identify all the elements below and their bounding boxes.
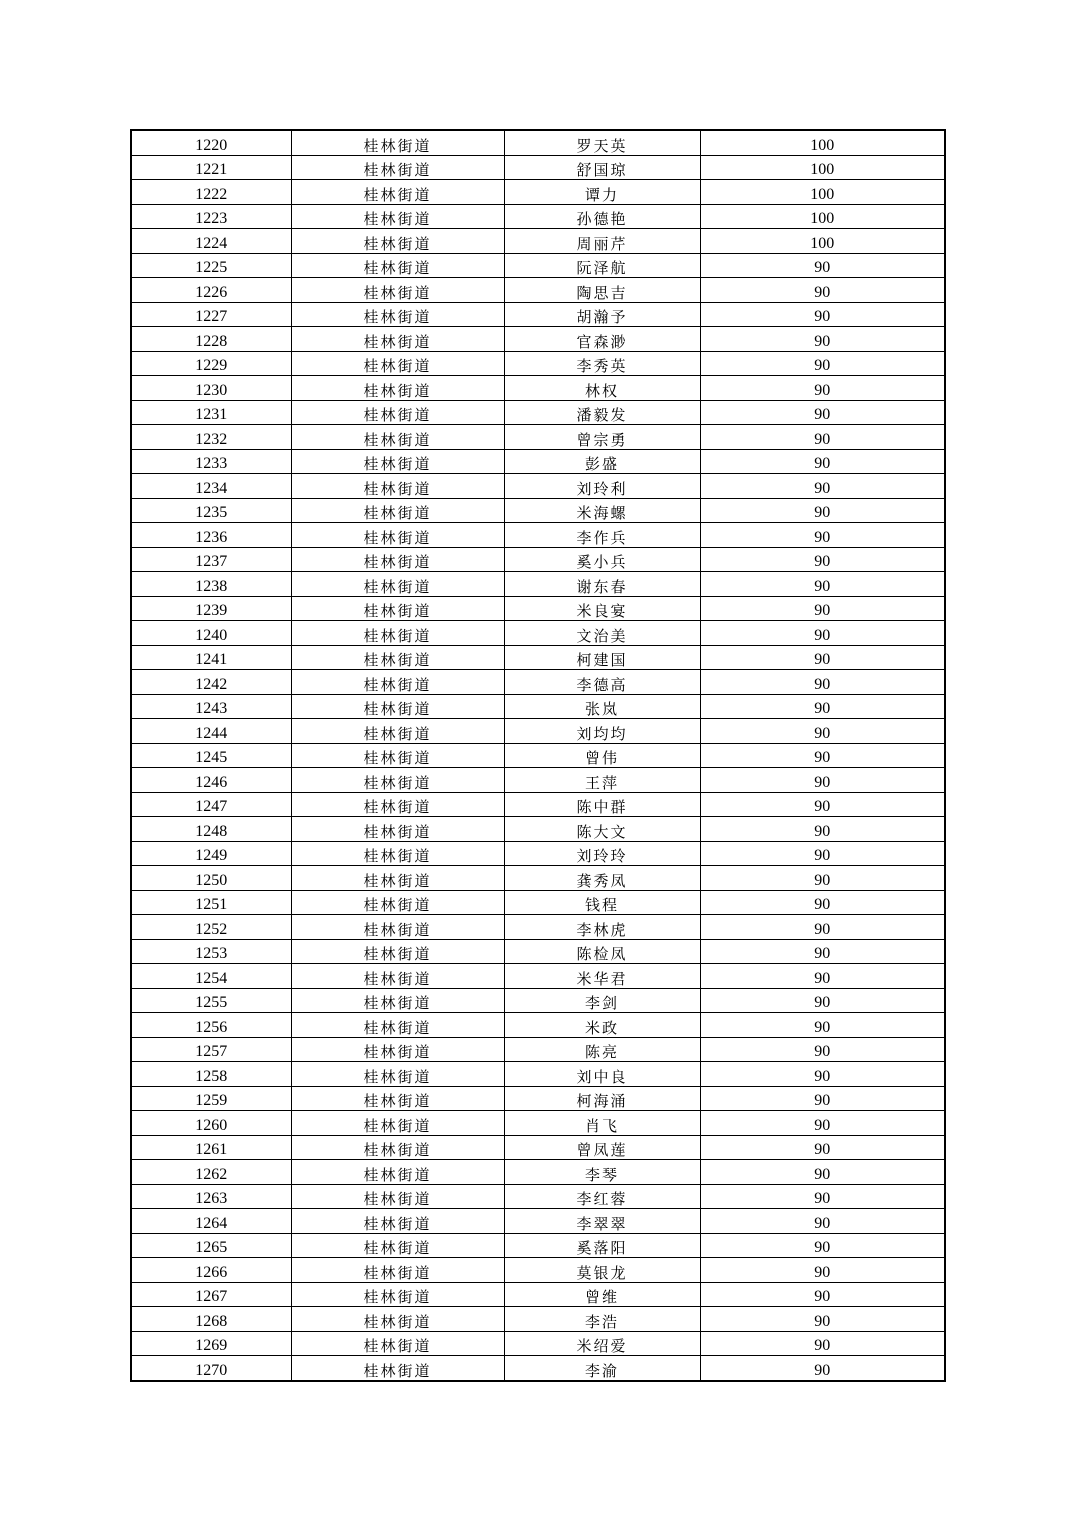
score-cell: 90 xyxy=(700,1062,945,1087)
district-cell: 桂林街道 xyxy=(291,1160,504,1185)
table-row xyxy=(131,229,945,254)
name-cell: 柯建国 xyxy=(504,645,700,670)
name-cell: 莫银龙 xyxy=(504,1258,700,1283)
score-cell: 90 xyxy=(700,523,945,548)
row-number-cell: 1225 xyxy=(131,253,291,278)
row-number-cell: 1243 xyxy=(131,694,291,719)
score-cell: 90 xyxy=(700,425,945,450)
row-number-cell: 1255 xyxy=(131,988,291,1013)
table-row xyxy=(131,866,945,891)
table-row xyxy=(131,327,945,352)
district-cell: 桂林街道 xyxy=(291,719,504,744)
score-cell: 90 xyxy=(700,547,945,572)
name-cell: 李红蓉 xyxy=(504,1184,700,1209)
district-cell: 桂林街道 xyxy=(291,327,504,352)
name-cell: 曾维 xyxy=(504,1282,700,1307)
table-row xyxy=(131,155,945,180)
district-cell: 桂林街道 xyxy=(291,204,504,229)
district-cell: 桂林街道 xyxy=(291,939,504,964)
score-cell: 100 xyxy=(700,155,945,180)
table-row xyxy=(131,1209,945,1234)
table-row xyxy=(131,596,945,621)
district-cell: 桂林街道 xyxy=(291,1282,504,1307)
name-cell: 曾伟 xyxy=(504,743,700,768)
row-number-cell: 1253 xyxy=(131,939,291,964)
table-row xyxy=(131,1184,945,1209)
table-body xyxy=(131,130,945,1381)
row-number-cell: 1227 xyxy=(131,302,291,327)
name-cell: 林权 xyxy=(504,376,700,401)
district-cell: 桂林街道 xyxy=(291,547,504,572)
score-cell: 90 xyxy=(700,1135,945,1160)
table-row xyxy=(131,792,945,817)
score-cell: 90 xyxy=(700,890,945,915)
table-row xyxy=(131,645,945,670)
table-row xyxy=(131,1111,945,1136)
district-cell: 桂林街道 xyxy=(291,130,504,155)
table-row xyxy=(131,449,945,474)
table-row xyxy=(131,400,945,425)
score-cell: 90 xyxy=(700,792,945,817)
name-cell: 罗天英 xyxy=(504,130,700,155)
row-number-cell: 1270 xyxy=(131,1356,291,1381)
district-cell: 桂林街道 xyxy=(291,572,504,597)
table-row xyxy=(131,768,945,793)
score-cell: 90 xyxy=(700,988,945,1013)
score-cell: 90 xyxy=(700,964,945,989)
row-number-cell: 1258 xyxy=(131,1062,291,1087)
row-number-cell: 1251 xyxy=(131,890,291,915)
name-cell: 米海螺 xyxy=(504,498,700,523)
table-row xyxy=(131,621,945,646)
score-cell: 90 xyxy=(700,1233,945,1258)
name-cell: 陈中群 xyxy=(504,792,700,817)
row-number-cell: 1247 xyxy=(131,792,291,817)
score-cell: 90 xyxy=(700,376,945,401)
district-cell: 桂林街道 xyxy=(291,890,504,915)
district-cell: 桂林街道 xyxy=(291,1062,504,1087)
name-cell: 陶思吉 xyxy=(504,278,700,303)
district-cell: 桂林街道 xyxy=(291,645,504,670)
score-cell: 90 xyxy=(700,1209,945,1234)
row-number-cell: 1222 xyxy=(131,180,291,205)
row-number-cell: 1249 xyxy=(131,841,291,866)
row-number-cell: 1235 xyxy=(131,498,291,523)
score-cell: 90 xyxy=(700,1111,945,1136)
score-cell: 90 xyxy=(700,351,945,376)
score-cell: 90 xyxy=(700,694,945,719)
district-cell: 桂林街道 xyxy=(291,1307,504,1332)
district-cell: 桂林街道 xyxy=(291,1209,504,1234)
name-cell: 奚小兵 xyxy=(504,547,700,572)
table-row xyxy=(131,351,945,376)
row-number-cell: 1254 xyxy=(131,964,291,989)
score-cell: 90 xyxy=(700,1086,945,1111)
table-row xyxy=(131,572,945,597)
table-row xyxy=(131,302,945,327)
table-row xyxy=(131,253,945,278)
table-row xyxy=(131,939,945,964)
name-cell: 胡瀚予 xyxy=(504,302,700,327)
table-row xyxy=(131,1233,945,1258)
name-cell: 彭盛 xyxy=(504,449,700,474)
table-row xyxy=(131,425,945,450)
district-cell: 桂林街道 xyxy=(291,792,504,817)
district-cell: 桂林街道 xyxy=(291,1331,504,1356)
district-cell: 桂林街道 xyxy=(291,302,504,327)
name-cell: 潘毅发 xyxy=(504,400,700,425)
row-number-cell: 1261 xyxy=(131,1135,291,1160)
row-number-cell: 1229 xyxy=(131,351,291,376)
district-cell: 桂林街道 xyxy=(291,768,504,793)
name-cell: 李作兵 xyxy=(504,523,700,548)
score-cell: 100 xyxy=(700,204,945,229)
score-cell: 100 xyxy=(700,229,945,254)
table-row xyxy=(131,1135,945,1160)
name-cell: 谢东春 xyxy=(504,572,700,597)
table-row xyxy=(131,743,945,768)
district-cell: 桂林街道 xyxy=(291,670,504,695)
row-number-cell: 1250 xyxy=(131,866,291,891)
score-cell: 90 xyxy=(700,841,945,866)
table-row xyxy=(131,278,945,303)
district-cell: 桂林街道 xyxy=(291,1135,504,1160)
name-cell: 奚落阳 xyxy=(504,1233,700,1258)
name-cell: 肖飞 xyxy=(504,1111,700,1136)
name-cell: 刘均均 xyxy=(504,719,700,744)
name-cell: 周丽芹 xyxy=(504,229,700,254)
district-cell: 桂林街道 xyxy=(291,866,504,891)
name-cell: 舒国琼 xyxy=(504,155,700,180)
score-cell: 90 xyxy=(700,449,945,474)
district-cell: 桂林街道 xyxy=(291,400,504,425)
name-cell: 张岚 xyxy=(504,694,700,719)
name-cell: 龚秀凤 xyxy=(504,866,700,891)
table-row xyxy=(131,1160,945,1185)
score-cell: 90 xyxy=(700,498,945,523)
district-cell: 桂林街道 xyxy=(291,915,504,940)
row-number-cell: 1231 xyxy=(131,400,291,425)
score-cell: 90 xyxy=(700,400,945,425)
row-number-cell: 1238 xyxy=(131,572,291,597)
row-number-cell: 1264 xyxy=(131,1209,291,1234)
row-number-cell: 1268 xyxy=(131,1307,291,1332)
row-number-cell: 1228 xyxy=(131,327,291,352)
table-row xyxy=(131,1331,945,1356)
row-number-cell: 1257 xyxy=(131,1037,291,1062)
row-number-cell: 1220 xyxy=(131,130,291,155)
district-cell: 桂林街道 xyxy=(291,596,504,621)
row-number-cell: 1239 xyxy=(131,596,291,621)
district-cell: 桂林街道 xyxy=(291,988,504,1013)
district-cell: 桂林街道 xyxy=(291,1184,504,1209)
row-number-cell: 1266 xyxy=(131,1258,291,1283)
row-number-cell: 1237 xyxy=(131,547,291,572)
score-cell: 100 xyxy=(700,130,945,155)
name-cell: 李琴 xyxy=(504,1160,700,1185)
score-cell: 90 xyxy=(700,939,945,964)
name-cell: 李林虎 xyxy=(504,915,700,940)
name-cell: 官森渺 xyxy=(504,327,700,352)
row-number-cell: 1232 xyxy=(131,425,291,450)
name-cell: 刘玲玲 xyxy=(504,841,700,866)
district-cell: 桂林街道 xyxy=(291,253,504,278)
score-cell: 90 xyxy=(700,1258,945,1283)
table-row xyxy=(131,474,945,499)
score-cell: 100 xyxy=(700,180,945,205)
table-row xyxy=(131,1307,945,1332)
score-cell: 90 xyxy=(700,1013,945,1038)
score-cell: 90 xyxy=(700,719,945,744)
row-number-cell: 1260 xyxy=(131,1111,291,1136)
score-cell: 90 xyxy=(700,278,945,303)
name-cell: 文治美 xyxy=(504,621,700,646)
score-cell: 90 xyxy=(700,621,945,646)
district-cell: 桂林街道 xyxy=(291,229,504,254)
name-cell: 曾凤莲 xyxy=(504,1135,700,1160)
district-cell: 桂林街道 xyxy=(291,425,504,450)
score-cell: 90 xyxy=(700,645,945,670)
table-row xyxy=(131,180,945,205)
row-number-cell: 1263 xyxy=(131,1184,291,1209)
score-cell: 90 xyxy=(700,253,945,278)
name-cell: 王萍 xyxy=(504,768,700,793)
district-cell: 桂林街道 xyxy=(291,523,504,548)
name-cell: 李德高 xyxy=(504,670,700,695)
row-number-cell: 1269 xyxy=(131,1331,291,1356)
district-cell: 桂林街道 xyxy=(291,498,504,523)
name-cell: 阮泽航 xyxy=(504,253,700,278)
district-cell: 桂林街道 xyxy=(291,449,504,474)
row-number-cell: 1267 xyxy=(131,1282,291,1307)
row-number-cell: 1223 xyxy=(131,204,291,229)
table-row xyxy=(131,1258,945,1283)
row-number-cell: 1236 xyxy=(131,523,291,548)
district-cell: 桂林街道 xyxy=(291,964,504,989)
score-cell: 90 xyxy=(700,327,945,352)
row-number-cell: 1226 xyxy=(131,278,291,303)
table-row xyxy=(131,817,945,842)
name-cell: 米绍爱 xyxy=(504,1331,700,1356)
district-cell: 桂林街道 xyxy=(291,1086,504,1111)
district-cell: 桂林街道 xyxy=(291,1356,504,1381)
row-number-cell: 1221 xyxy=(131,155,291,180)
district-cell: 桂林街道 xyxy=(291,743,504,768)
score-cell: 90 xyxy=(700,1184,945,1209)
name-cell: 米华君 xyxy=(504,964,700,989)
score-cell: 90 xyxy=(700,743,945,768)
table-row xyxy=(131,694,945,719)
name-cell: 陈检凤 xyxy=(504,939,700,964)
row-number-cell: 1246 xyxy=(131,768,291,793)
name-cell: 李秀英 xyxy=(504,351,700,376)
score-cell: 90 xyxy=(700,1037,945,1062)
row-number-cell: 1252 xyxy=(131,915,291,940)
table-row xyxy=(131,1282,945,1307)
name-cell: 李翠翠 xyxy=(504,1209,700,1234)
table-row xyxy=(131,1037,945,1062)
table-row xyxy=(131,204,945,229)
name-cell: 刘玲利 xyxy=(504,474,700,499)
score-cell: 90 xyxy=(700,866,945,891)
district-cell: 桂林街道 xyxy=(291,694,504,719)
name-cell: 钱程 xyxy=(504,890,700,915)
table-row xyxy=(131,670,945,695)
name-cell: 柯海涌 xyxy=(504,1086,700,1111)
score-cell: 90 xyxy=(700,1160,945,1185)
table-row xyxy=(131,841,945,866)
row-number-cell: 1259 xyxy=(131,1086,291,1111)
table-row xyxy=(131,1356,945,1381)
row-number-cell: 1244 xyxy=(131,719,291,744)
table-row xyxy=(131,130,945,155)
name-cell: 陈大文 xyxy=(504,817,700,842)
district-cell: 桂林街道 xyxy=(291,1013,504,1038)
district-cell: 桂林街道 xyxy=(291,1233,504,1258)
district-cell: 桂林街道 xyxy=(291,474,504,499)
name-cell: 谭力 xyxy=(504,180,700,205)
district-cell: 桂林街道 xyxy=(291,1111,504,1136)
district-cell: 桂林街道 xyxy=(291,376,504,401)
district-cell: 桂林街道 xyxy=(291,621,504,646)
row-number-cell: 1230 xyxy=(131,376,291,401)
score-cell: 90 xyxy=(700,915,945,940)
score-cell: 90 xyxy=(700,572,945,597)
name-cell: 曾宗勇 xyxy=(504,425,700,450)
row-number-cell: 1224 xyxy=(131,229,291,254)
table-row xyxy=(131,915,945,940)
table-row xyxy=(131,719,945,744)
district-cell: 桂林街道 xyxy=(291,180,504,205)
row-number-cell: 1248 xyxy=(131,817,291,842)
district-cell: 桂林街道 xyxy=(291,1037,504,1062)
score-cell: 90 xyxy=(700,817,945,842)
name-cell: 李浩 xyxy=(504,1307,700,1332)
data-table xyxy=(130,129,946,1382)
table-row xyxy=(131,376,945,401)
table-row xyxy=(131,523,945,548)
row-number-cell: 1245 xyxy=(131,743,291,768)
district-cell: 桂林街道 xyxy=(291,841,504,866)
row-number-cell: 1242 xyxy=(131,670,291,695)
score-cell: 90 xyxy=(700,1356,945,1381)
row-number-cell: 1241 xyxy=(131,645,291,670)
table-row xyxy=(131,1013,945,1038)
row-number-cell: 1265 xyxy=(131,1233,291,1258)
name-cell: 李剑 xyxy=(504,988,700,1013)
name-cell: 孙德艳 xyxy=(504,204,700,229)
score-cell: 90 xyxy=(700,596,945,621)
table-row xyxy=(131,547,945,572)
name-cell: 刘中良 xyxy=(504,1062,700,1087)
row-number-cell: 1240 xyxy=(131,621,291,646)
score-cell: 90 xyxy=(700,1282,945,1307)
district-cell: 桂林街道 xyxy=(291,1258,504,1283)
district-cell: 桂林街道 xyxy=(291,155,504,180)
row-number-cell: 1256 xyxy=(131,1013,291,1038)
score-cell: 90 xyxy=(700,1331,945,1356)
table-row xyxy=(131,988,945,1013)
score-cell: 90 xyxy=(700,302,945,327)
table-row xyxy=(131,964,945,989)
name-cell: 陈亮 xyxy=(504,1037,700,1062)
score-cell: 90 xyxy=(700,768,945,793)
table-row xyxy=(131,1062,945,1087)
score-cell: 90 xyxy=(700,1307,945,1332)
district-cell: 桂林街道 xyxy=(291,278,504,303)
row-number-cell: 1233 xyxy=(131,449,291,474)
name-cell: 米良宴 xyxy=(504,596,700,621)
row-number-cell: 1234 xyxy=(131,474,291,499)
score-cell: 90 xyxy=(700,670,945,695)
table-row xyxy=(131,890,945,915)
name-cell: 李渝 xyxy=(504,1356,700,1381)
district-cell: 桂林街道 xyxy=(291,351,504,376)
table-row xyxy=(131,1086,945,1111)
table-row xyxy=(131,498,945,523)
score-cell: 90 xyxy=(700,474,945,499)
name-cell: 米政 xyxy=(504,1013,700,1038)
row-number-cell: 1262 xyxy=(131,1160,291,1185)
district-cell: 桂林街道 xyxy=(291,817,504,842)
